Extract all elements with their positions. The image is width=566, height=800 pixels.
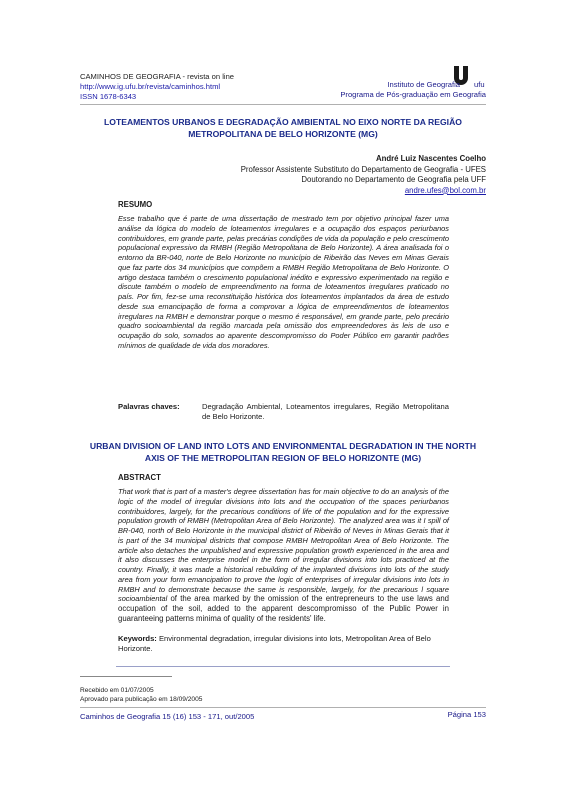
journal-issn: ISSN 1678-6343 [80,92,137,101]
resumo-keywords-label: Palavras chaves: [118,402,180,411]
abstract-keywords-text: Environmental degradation, irregular divisions into lots, Metropolitan Area of Belo Horizonte. [118,634,431,653]
footer-citation: Caminhos de Geografia 15 (16) 153 - 171, out/2005 [80,712,255,721]
footnote-divider [80,676,172,677]
abstract-keywords-label: Keywords: [118,634,157,643]
approved-date: Aprovado para publicação em 18/09/2005 [80,696,203,703]
article-title-pt: LOTEAMENTOS URBANOS E DEGRADAÇÃO AMBIENTAL NO EIXO NORTE DA REGIÃO METROPOLITANA DE BELO HORIZONTE (MG) [104,117,462,139]
resumo-text: Esse trabalho que é parte de uma dissertação de mestrado tem por objetivo principal fazer uma análise da lógica do modelo de loteamentos irregulares e a ocupação dos espaços periurbanos contribuidores, em grande parte, pelas precárias condições de vida da população e pelo crescimento populacional expressivo da RMBH (Região Metropolitana de Belo Horizonte). A área analisada foi o entorno da BR-040, norte de Belo Horizonte no município de Ribeirão das Neves em Minas Gerais que faz parte dos 34 municípios que compõem a RMBH Região Metropolitana de Belo Horizonte. O artigo destaca também o crescimento populacional inédito e expressivo experimentado na região e discute também o modelo de empreendimento na forma de loteamentos irregulares praticado no país. Por fim, fez-se uma reconstituição histórica dos loteamentos implantados da área de estudo desde sua emancipação de forma a comprovar a lógica de empreendimentos de loteamentos irregulares na RMBH e demonstrar porque o mesmo é responsável, em grande parte, pelo precário quadro socioambiental da região marcada pela omissão dos empreendedores às leis de uso e ocupação do solo, somados ao aparente descompromisso do Poder Público em garantir padrões mínimos de qualidade de vida dos moradores. [118,214,449,350]
abstract-text-normal: of the area marked by the omission of the entrepreneurs to the use laws and occupation of the soil, added to the apparent descompromisso of the Public Power in guaranteeing patterns minima of quality of the residents' life. [118,594,450,623]
page-number: Página 153 [447,710,486,719]
footer-divider [80,707,486,708]
author-affiliation-1: Professor Assistente Substituto do Departamento de Geografia - UFES [240,164,486,174]
institute-name: Instituto de Geografia [387,80,460,89]
author-name: André Luiz Nascentes Coelho [375,154,486,163]
author-block [241,154,486,196]
article-title-en: URBAN DIVISION OF LAND INTO LOTS AND ENVIRONMENTAL DEGRADATION IN THE NORTH AXIS OF THE METROPOLITAN REGION OF BELO HORIZONTE (MG) [89,441,477,463]
resumo-keywords-text: Degradação Ambiental, Loteamentos irregulares, Região Metropolitana de Belo Horizonte. [202,402,449,421]
submission-notes [80,686,202,704]
abstract-heading: ABSTRACT [118,473,161,482]
abstract-keywords [118,634,449,654]
abstract-divider [116,666,450,667]
author-email[interactable]: andre.ufes@bol.com.br [404,185,486,195]
journal-header [80,72,234,102]
logo-text: ufu [474,80,485,89]
abstract-text [118,487,449,624]
journal-url[interactable]: http://www.ig.ufu.br/revista/caminhos.html [80,82,221,91]
program-name: Programa de Pós-graduação em Geografia [340,90,486,99]
journal-name: CAMINHOS DE GEOGRAFIA - revista on line [80,72,235,81]
abstract-text-italic: That work that is part of a master's degree dissertation has for main objective to do an analysis of the logic of the model of irregular divisions into lots and the occupation of the spaces periurbanos contribuidores, largely, for the precarious conditions of life of the population and for the expressive population growth of RMBH (Metropolitan Area of Belo Horizonte). The analyzed area was it I spill of BR-040, north of Belo Horizonte in the municipal district of Ribeirão of Neves in Minas Gerais that it is part of the 34 municipal districts that compose RMBH Metropolitan Area of Belo Horizonte. The article also detaches the unpublished and expressive population growth experienced in the area and it also discusses the enterprise model in the form of irregular divisions into lots practiced at the country. Finally, it was made a historical rebuilding of the implanted divisions into lots of the study area from your form emancipation to prove the logic of enterprises of irregular divisions into lots in RMBH and to demonstrate because the same is responsible, largely, for the precarious l square socioambiental [118,487,449,604]
author-affiliation-2: Doutorando no Departamento de Geografia pela UFF [301,175,486,184]
institution-header [340,80,486,100]
header-divider [80,104,486,105]
received-date: Recebido em 01/07/2005 [80,687,154,694]
resumo-keywords [118,402,449,422]
resumo-heading: RESUMO [118,200,153,209]
